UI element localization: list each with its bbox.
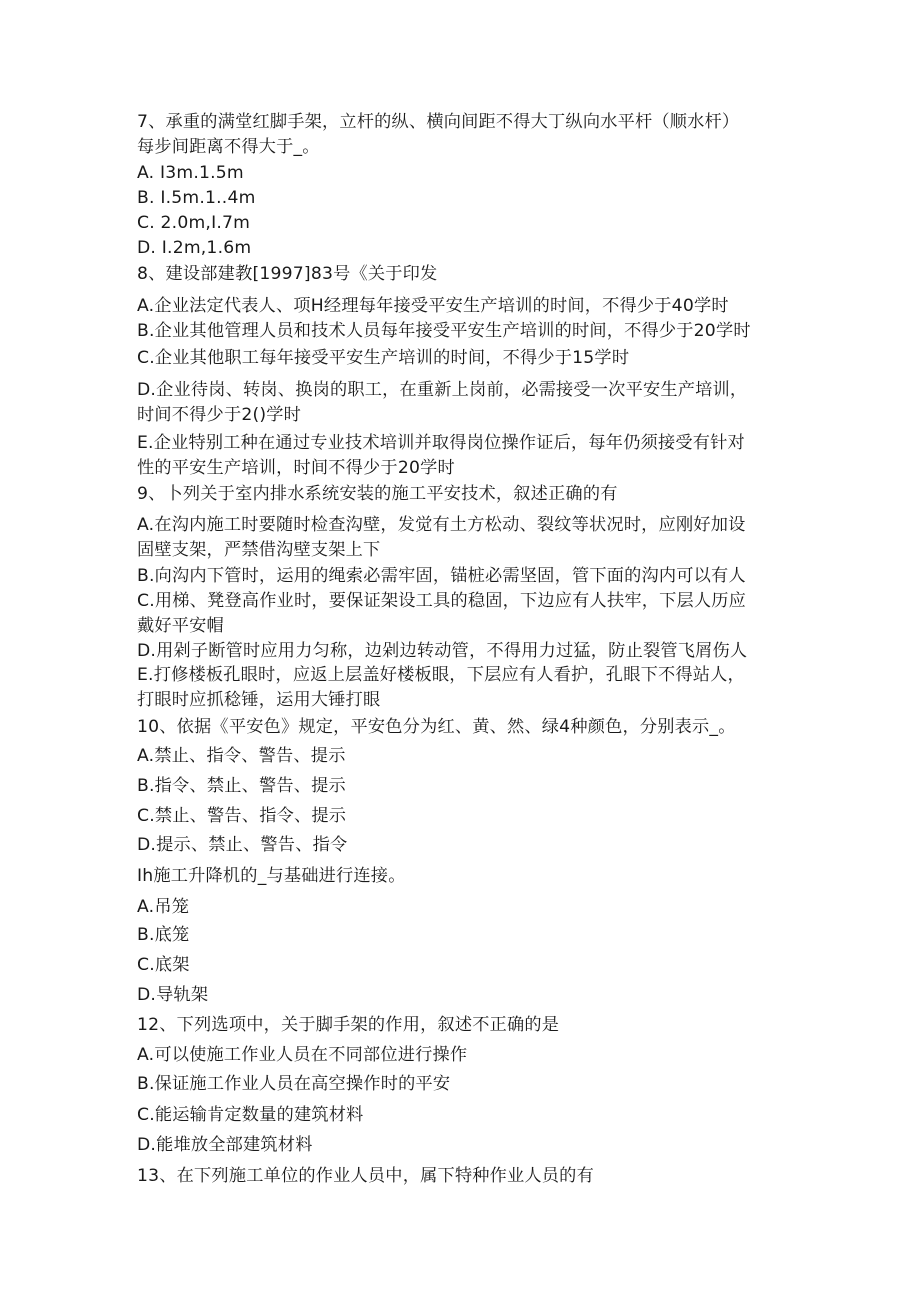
question-9-option-e-cont: 打眼时应抓稔锤，运用大锤打眼 [137,690,381,710]
question-8-option-d-cont: 时间不得少于2()学时 [137,405,302,425]
question-9-stem: 9、卜列关于室内排水系统安装的施工平安技术，叙述正确的有 [137,484,618,504]
question-8-stem: 8、建设部建教[1997]83号《关于印发 [137,264,438,284]
question-10-option-b: B.指令、禁止、警告、提示 [137,776,346,796]
question-10-option-a: A.禁止、指令、警告、提示 [137,746,346,766]
question-8-option-c: C.企业其他职工每年接受平安生产培训的时间，不得少于15学时 [137,348,630,368]
question-9-option-c: C.用梯、凳登高作业时，要保证架设工具的稳固，下边应有人扶牢，下层人历应 [137,591,747,611]
question-7-option-a: A. I3m.1.5m [137,163,244,183]
question-8-option-b: B.企业其他管理人员和技术人员每年接受平安生产培训的时间，不得少于20学时 [137,321,751,341]
question-7-option-d: D. I.2m,1.6m [137,238,252,258]
question-11-stem: Ih施工升降机的_与基础进行连接。 [137,866,406,886]
question-12-option-a: A.可以使施工作业人员在不同部位进行操作 [137,1045,468,1065]
question-8-option-a: A.企业法定代表人、项H经理每年接受平安生产培训的时间，不得少于40学时 [137,296,729,316]
question-12-option-b: B.保证施工作业人员在高空操作时的平安 [137,1074,451,1094]
question-11-option-c: C.底架 [137,955,190,975]
question-8-option-e: E.企业特别工种在通过专业技术培训并取得岗位操作证后，每年仍须接受有针对 [137,433,745,453]
question-11-option-b: B.底笼 [137,925,190,945]
question-9-option-c-cont: 戴好平安帽 [137,616,224,636]
question-8-option-d: D.企业待岗、转岗、换岗的职工，在重新上岗前，必需接受一次平安生产培训， [137,380,748,400]
question-7-stem: 7、承重的满堂红脚手架，立杆的纵、横向间距不得大丁纵向水平杆（顺水杆） [137,112,740,132]
question-13-stem: 13、在下列施工单位的作业人员中，属下特种作业人员的有 [137,1166,594,1186]
question-11-option-a: A.吊笼 [137,897,190,917]
question-12-option-c: C.能运输肯定数量的建筑材料 [137,1105,364,1125]
question-10-option-c: C.禁止、警告、指令、提示 [137,806,347,826]
question-12-stem: 12、下列选项中，关于脚手架的作用，叙述不正确的是 [137,1015,560,1035]
question-9-option-b: B.向沟内下管时，运用的绳索必需牢固，锚桩必需坚固，管下面的沟内可以有人 [137,566,746,586]
question-9-option-a: A.在沟内施工时要随时检查沟壁，发觉有土方松动、裂纹等状况时，应刚好加设 [137,515,746,535]
question-9-option-e: E.打修楼板孔眼时，应返上层盖好楼板眼，下层应有人看护，孔眼下不得站人， [137,665,745,685]
question-10-stem: 10、依据《平安色》规定，平安色分为红、黄、然、绿4种颜色，分别表示_。 [137,717,736,737]
question-12-option-d: D.能堆放全部建筑材料 [137,1135,313,1155]
question-9-option-d: D.用剁子断管时应用力匀称，边剁边转动管，不得用力过猛，防止裂管飞屑伤人 [137,641,748,661]
question-10-option-d: D.提示、禁止、警告、指令 [137,835,348,855]
question-7-option-b: B. I.5m.1..4m [137,188,256,208]
question-11-option-d: D.导轨架 [137,985,209,1005]
question-8-option-e-cont: 性的平安生产培训，时间不得少于20学时 [137,458,455,478]
question-7-option-c: C. 2.0m,I.7m [137,213,251,233]
question-7-stem-cont: 每步间距离不得大于_。 [137,137,320,157]
question-9-option-a-cont: 固壁支架，严禁借沟壁支架上下 [137,540,381,560]
